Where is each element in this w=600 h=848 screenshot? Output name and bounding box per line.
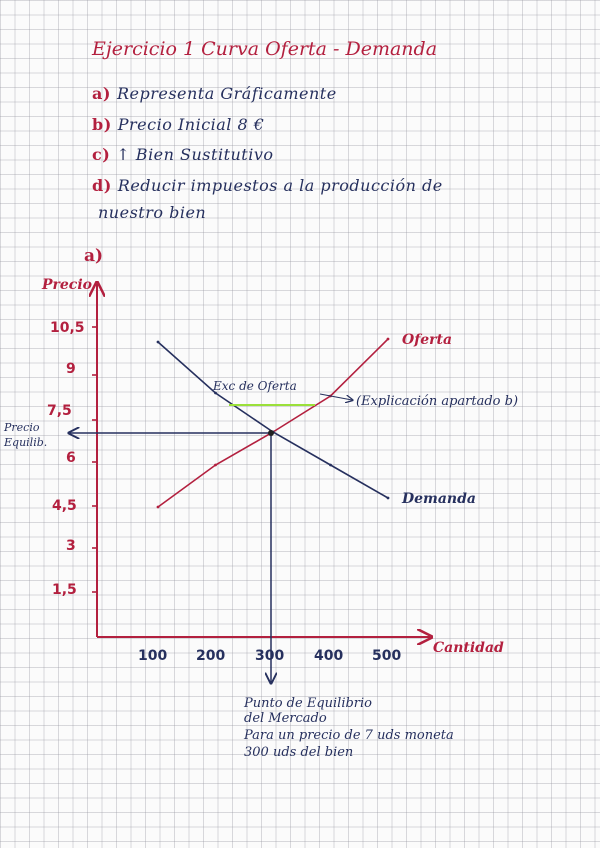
x-tick-label: 200 xyxy=(196,648,226,664)
series-line-demanda xyxy=(158,342,388,498)
y-tick-label: 10,5 xyxy=(50,320,85,336)
y-tick-label: 1,5 xyxy=(52,582,77,598)
data-point xyxy=(387,338,390,341)
item-text: Precio Inicial 8 € xyxy=(117,115,265,134)
y-tick-label: 9 xyxy=(66,361,76,377)
data-point xyxy=(387,497,390,500)
series-line-oferta xyxy=(158,339,388,507)
exceso-oferta-label: Exc de Oferta xyxy=(213,379,297,393)
precio-equilibrio-label-2: Equilib. xyxy=(4,436,48,449)
punto-equilibrio-note xyxy=(243,696,454,760)
item-key: c) xyxy=(92,145,111,164)
note-line: Para un precio de 7 uds moneta xyxy=(244,728,454,743)
item-text: Reducir impuestos a la producción de xyxy=(117,176,443,195)
item-key: d) xyxy=(92,176,112,195)
precio-equilibrio-label-1: Precio xyxy=(4,421,40,434)
equilibrium-point xyxy=(268,430,274,436)
data-point xyxy=(157,341,160,344)
x-axis-label: Cantidad xyxy=(433,640,504,656)
note-line: del Mercado xyxy=(244,711,327,726)
section-label: a) xyxy=(84,246,104,266)
series-label-oferta: Oferta xyxy=(402,332,453,348)
note-line: 300 uds del bien xyxy=(244,745,354,760)
y-tick-label: 4,5 xyxy=(52,498,77,514)
x-tick-label: 400 xyxy=(314,648,344,664)
item-key: b) xyxy=(92,115,112,134)
x-tick-label: 300 xyxy=(255,648,285,664)
x-tick-label: 100 xyxy=(138,648,168,664)
item-text: ↑ Bien Sustitutivo xyxy=(116,145,274,164)
list-item-d-continuation: nuestro bien xyxy=(98,203,207,222)
item-key: a) xyxy=(92,84,111,103)
explicacion-label: (Explicación apartado b) xyxy=(356,394,519,409)
series-label-demanda: Demanda xyxy=(402,491,476,507)
x-tick-labels xyxy=(138,648,401,664)
page-title: Ejercicio 1 Curva Oferta - Demanda xyxy=(92,38,438,60)
note-line: Punto de Equilibrio xyxy=(244,696,373,711)
y-tick-label: 6 xyxy=(66,450,76,466)
data-point xyxy=(157,506,160,509)
y-axis-label: Precio xyxy=(42,277,92,293)
y-tick-label: 3 xyxy=(66,538,76,554)
y-tick-label: 7,5 xyxy=(47,403,72,419)
item-text: Representa Gráficamente xyxy=(116,84,337,103)
series-layer xyxy=(157,332,476,508)
data-point xyxy=(214,464,217,467)
data-point xyxy=(329,464,332,467)
y-tick-labels xyxy=(47,320,85,598)
x-tick-label: 500 xyxy=(372,648,402,664)
